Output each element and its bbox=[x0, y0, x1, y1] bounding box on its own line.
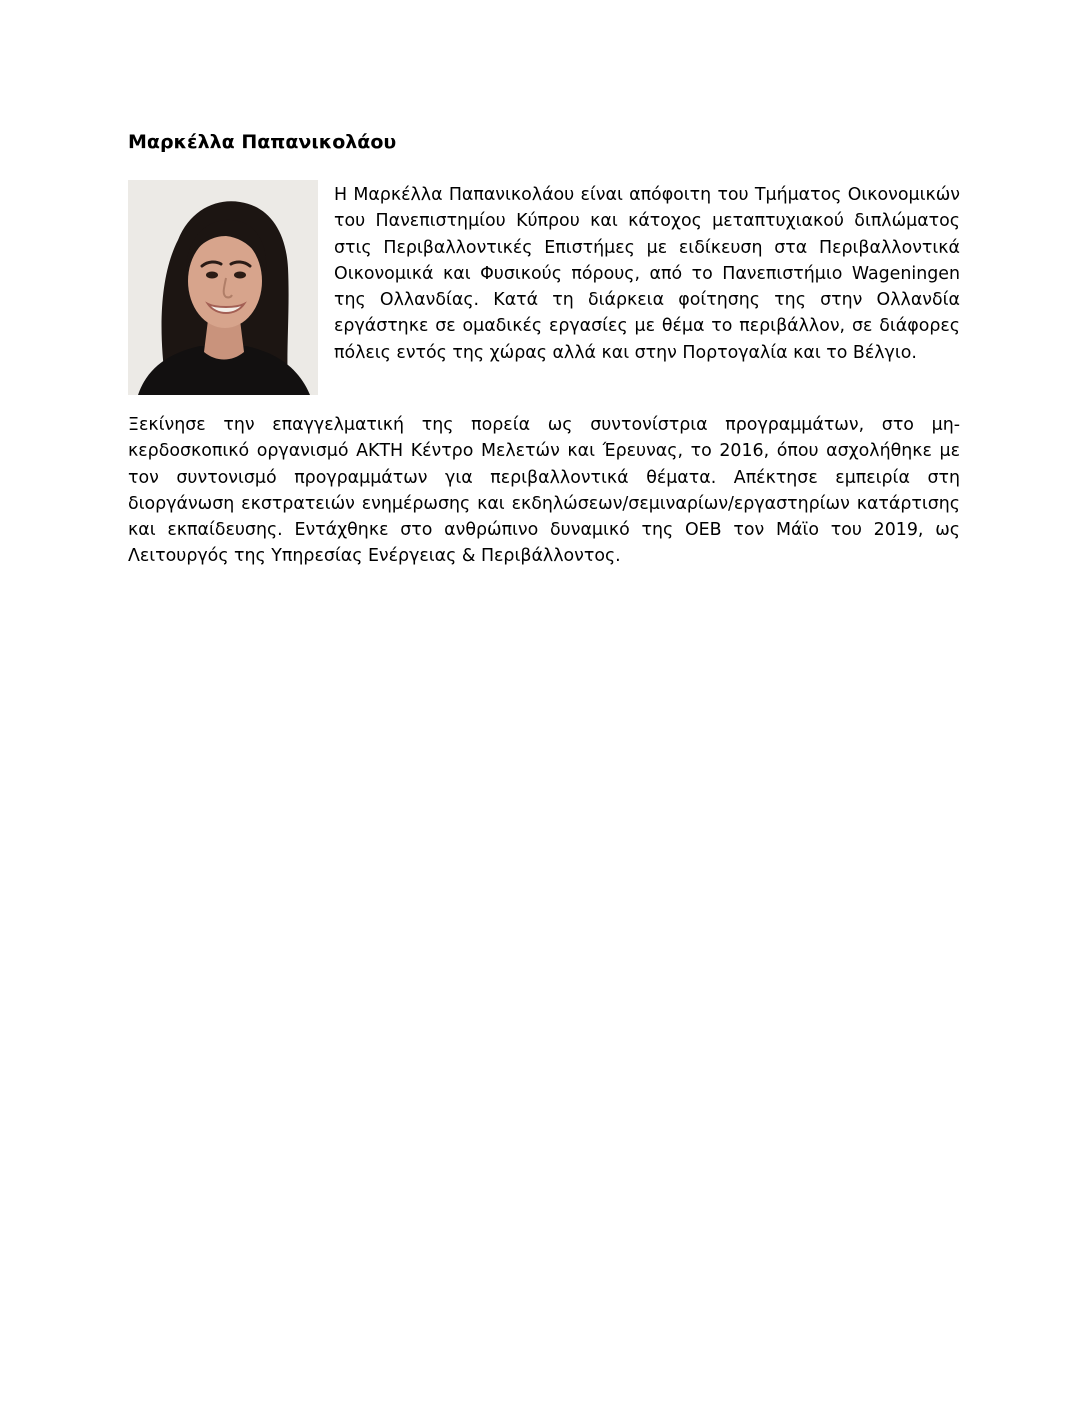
portrait-photo-illustration bbox=[128, 180, 318, 395]
bio-paragraph-intro: Η Μαρκέλλα Παπανικολάου είναι απόφοιτη του Τμήματος Οικονομικών του Πανεπιστημίου Κύπρου και κάτοχος μεταπτυχιακού διπλώματος στις Περιβαλλοντικές Επιστήμες με ειδίκευση στα Περιβαλλοντικά Οικονομικά και Φυσικούς πόρους, από το Πανεπιστήμιο Wageningen της Ολλανδίας. Κατά τη διάρκεια φοίτησης της στην Ολλανδία εργάστηκε σε ομαδικές εργασίες με θέμα το περιβάλλον, σε διάφορες πόλεις εντός της χώρας αλλά και στην Πορτογαλία και το Βέλγιο. bbox=[334, 185, 960, 363]
person-name-heading: Μαρκέλλα Παπανικολάου bbox=[128, 131, 397, 153]
bio-paragraph-career: Ξεκίνησε την επαγγελματική της πορεία ως συντονίστρια προγραμμάτων, στο μη-κερδοσκοπικό οργανισμό ΑΚΤΗ Κέντρο Μελετών και Έρευνας, το 2016, όπου ασχολήθηκε με τον συντονισμό προγραμμάτων για περιβαλλοντικά θέματα. Απέκτησε εμπειρία στη διοργάνωση εκστρατειών ενημέρωσης και εκδηλώσεων/σεμιναρίων/εργαστηρίων κατάρτισης και εκπαίδευσης. Εντάχθηκε στο ανθρώπινο δυναμικό της ΟΕΒ τον Μάϊο του 2019, ως Λειτουργός της Υπηρεσίας Ενέργειας & Περιβάλλοντος. bbox=[128, 415, 960, 567]
portrait-photo bbox=[128, 180, 318, 395]
